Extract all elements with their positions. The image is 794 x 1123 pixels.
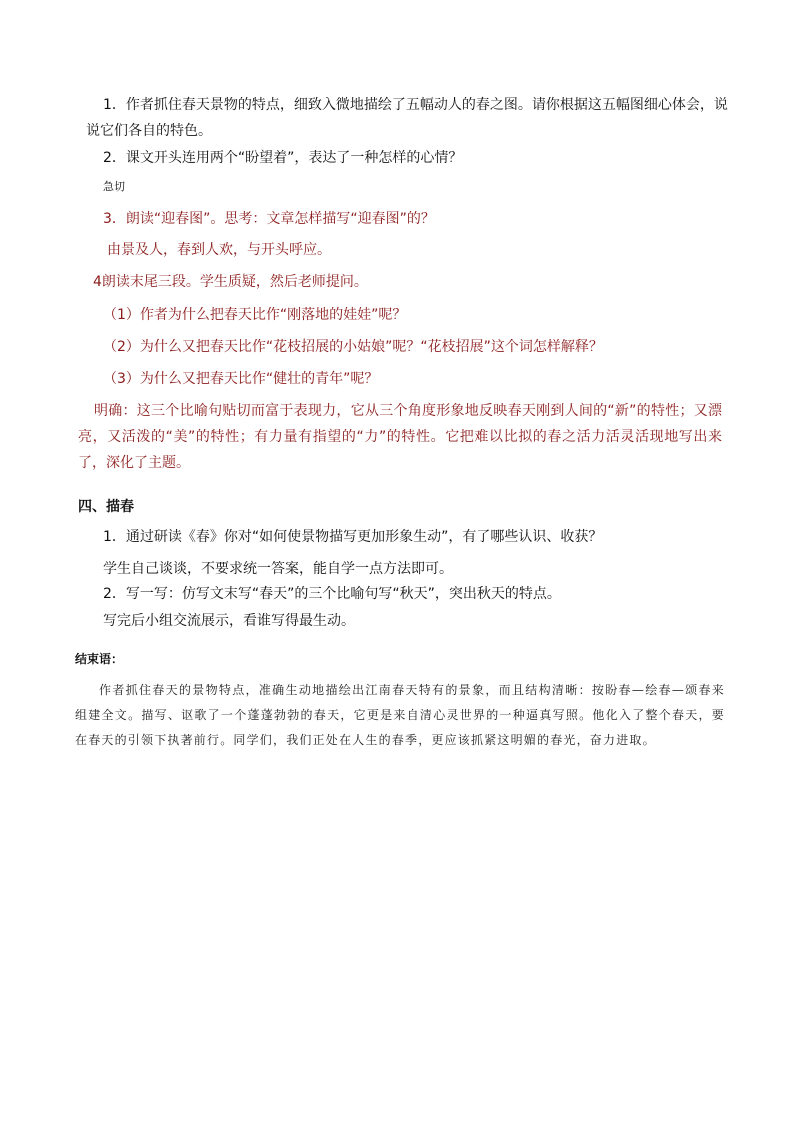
question-1-line-2: 说它们各自的特色。	[86, 123, 212, 139]
answer-2: 急切	[103, 180, 125, 193]
question-4-part-2: （2）为什么又把春天比作“花枝招展的小姑娘”呢？“花枝招展”这个词怎样解释？	[103, 339, 603, 355]
section-4-answer-2: 写完后小组交流展示，看谁写得最生动。	[103, 613, 355, 629]
section-4-title: 四、描春	[78, 499, 134, 515]
question-2: 2．课文开头连用两个“盼望着”，表达了一种怎样的心情？	[103, 150, 463, 166]
question-4: 4朗读末尾三段。学生质疑，然后老师提问。	[93, 274, 368, 290]
clarification-paragraph: 明确：这三个比喻句贴切而富于表现力，它从三个角度形象地反映春天刚到人间的“新”的特性；又漂亮，又活泼的“美”的特性；有力量有指望的“力”的特性。它把难以比拟的春之活力活灵活现地写出来了，深化了主题。	[78, 403, 722, 471]
section-4-question-1: 1．通过研读《春》你对“如何使景物描写更加形象生动”，有了哪些认识、收获？	[103, 529, 603, 545]
ending-paragraph: 作者抓住春天的景物特点，准确生动地描绘出江南春天特有的景象，而且结构清晰：按盼春—绘春—颂春来组建全文。描写、讴歌了一个蓬蓬勃勃的春天，它更是来自清心灵世界的一种逼真写照。他化入了整个春天，要在春天的引领下执著前行。同学们，我们正处在人生的春季，更应该抓紧这明媚的春光，奋力进取。	[75, 683, 725, 747]
answer-3: 由景及人，春到人欢，与开头呼应。	[107, 242, 331, 258]
ending-title: 结束语：	[75, 652, 124, 666]
question-3: 3．朗读“迎春图”。思考：文章怎样描写“迎春图”的？	[103, 211, 435, 227]
question-4-part-1: （1）作者为什么把春天比作“刚落地的娃娃”呢？	[103, 307, 407, 323]
section-4-answer-1: 学生自己谈谈，不要求统一答案，能自学一点方法即可。	[103, 561, 453, 577]
question-1-line-1: 1．作者抓住春天景物的特点，细致入微地描绘了五幅动人的春之图。请你根据这五幅图细心体会，说	[103, 97, 728, 113]
question-4-part-3: （3）为什么又把春天比作“健壮的青年”呢？	[103, 371, 379, 387]
section-4-question-2: 2．写一写：仿写文末写“春天”的三个比喻句写“秋天”，突出秋天的特点。	[103, 586, 561, 602]
